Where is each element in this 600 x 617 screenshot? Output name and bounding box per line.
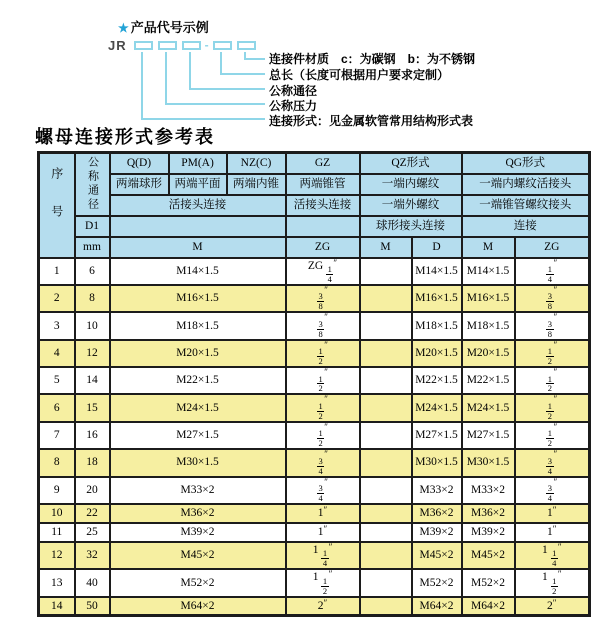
- inch-mark: ″: [553, 312, 558, 323]
- cell-qz-m: [360, 504, 412, 523]
- code-prefix: JR: [108, 38, 127, 53]
- header-qg-m: M: [462, 237, 515, 258]
- cell-qz-d: M24×1.5: [412, 394, 462, 421]
- inch-mark: ″: [324, 367, 328, 377]
- table-row: [39, 312, 590, 339]
- cell-qg-m: M24×1.5: [462, 394, 515, 421]
- header-gz-sub: 两端锥管: [286, 174, 360, 195]
- diagram-label-dn: 公称通径: [269, 84, 318, 98]
- cell-qz-m: [360, 312, 412, 339]
- table-row: [39, 449, 590, 476]
- cell-qz-d: M36×2: [412, 504, 462, 523]
- fraction: $\frac{1}{2}$: [318, 428, 323, 449]
- diagram-label-conn-form: 连接形式：见金属软管常用结构形式表: [269, 114, 474, 128]
- cell-gz-zg: [286, 340, 360, 367]
- fraction: $\frac{1}{2}$: [318, 346, 323, 367]
- cell-qz-m: [360, 542, 412, 569]
- inch-mark: ″: [557, 569, 562, 580]
- inch-mark: ″: [324, 476, 328, 487]
- fraction: $\frac{3}{4}$: [547, 483, 552, 503]
- inch-mark: ″: [553, 476, 558, 487]
- header-col-pm: PM(A): [169, 153, 227, 174]
- cell-gz-zg: 1 $\frac{1}{4}$ ″: [286, 542, 360, 569]
- header-mm: mm: [75, 237, 110, 258]
- cell-dn: 12: [75, 340, 110, 367]
- cell-qz-d: M14×1.5: [412, 258, 462, 285]
- nut-connection-table: [37, 151, 591, 617]
- cell-m: M45×2: [110, 542, 286, 569]
- table-header: [39, 153, 590, 258]
- cell-qg-zg: [515, 477, 590, 504]
- cell-m: M36×2: [110, 504, 286, 523]
- header-empty-left: [110, 216, 286, 237]
- fraction: $\frac{1}{2}$: [547, 346, 552, 367]
- cell-seq: 4: [39, 340, 75, 367]
- cell-qg-zg: [515, 449, 590, 476]
- cell-gz-zg: 1″: [286, 504, 360, 523]
- cell-qg-zg: 1″: [515, 523, 590, 542]
- header-qg-conn: 连接: [462, 216, 590, 237]
- inch-mark: ″: [553, 421, 558, 432]
- fraction: $\frac{1}{4}$: [552, 548, 557, 569]
- cell-qz-m: [360, 477, 412, 504]
- header-zg: ZG: [286, 237, 360, 258]
- fraction: $\frac{1}{2}$: [547, 400, 552, 421]
- code-box-5: [237, 41, 256, 50]
- fraction: $\frac{3}{8}$: [318, 318, 323, 339]
- cell-qg-zg: [515, 394, 590, 421]
- cell-qz-m: [360, 394, 412, 421]
- cell-seq: 13: [39, 569, 75, 596]
- cell-gz-zg: [286, 394, 360, 421]
- table-body: [39, 258, 590, 616]
- header-col-qz: QZ形式: [360, 153, 462, 174]
- inch-mark: ″: [333, 257, 338, 268]
- cell-dn: 20: [75, 477, 110, 504]
- inch-mark: ″: [553, 257, 558, 268]
- cell-qg-m: M36×2: [462, 504, 515, 523]
- cell-m: M24×1.5: [110, 394, 286, 421]
- table-row: [39, 569, 590, 596]
- cell-gz-zg: ZG $\frac{1}{4}$ ″: [286, 258, 360, 285]
- fraction: $\frac{1}{2}$: [547, 373, 552, 394]
- cell-m: M20×1.5: [110, 340, 286, 367]
- cell-qg-m: M52×2: [462, 569, 515, 596]
- cell-qg-m: M16×1.5: [462, 285, 515, 312]
- cell-seq: 10: [39, 504, 75, 523]
- product-code-row: [108, 39, 256, 52]
- header-qz-sub2: 一端外螺纹: [360, 195, 462, 216]
- cell-m: M64×2: [110, 597, 286, 616]
- inch-mark: ″: [553, 284, 558, 295]
- cell-qg-zg: 1 $\frac{1}{4}$ ″: [515, 542, 590, 569]
- cell-dn: 40: [75, 569, 110, 596]
- inch-mark: ″: [324, 312, 328, 323]
- cell-gz-zg: [286, 367, 360, 394]
- cell-qg-m: M33×2: [462, 477, 515, 504]
- cell-qg-m: M45×2: [462, 542, 515, 569]
- cell-gz-zg: 2″: [286, 597, 360, 616]
- cell-m: M30×1.5: [110, 449, 286, 476]
- cell-gz-zg: [286, 312, 360, 339]
- cell-qz-d: M18×1.5: [412, 312, 462, 339]
- header-col-gz: GZ: [286, 153, 360, 174]
- cell-m: M16×1.5: [110, 285, 286, 312]
- inch-mark: ″: [553, 394, 558, 405]
- header-d1: D1: [75, 216, 110, 237]
- header-pm-sub: 两端平面: [169, 174, 227, 195]
- cell-qg-zg: 1″: [515, 504, 590, 523]
- cell-seq: 6: [39, 394, 75, 421]
- fraction: $\frac{1}{4}$: [327, 264, 332, 284]
- table-row: [39, 477, 590, 504]
- header-col-qg: QG形式: [462, 153, 590, 174]
- cell-qz-m: [360, 258, 412, 285]
- cell-qz-d: M27×1.5: [412, 422, 462, 449]
- header-seq: 序号: [39, 153, 75, 258]
- cell-qg-zg: [515, 422, 590, 449]
- cell-seq: 11: [39, 523, 75, 542]
- diagram-title: [118, 17, 209, 36]
- cell-gz-zg: [286, 422, 360, 449]
- table-row: [39, 258, 590, 285]
- leader-line-5: [244, 52, 265, 60]
- header-qz-sub1: 一端内螺纹: [360, 174, 462, 195]
- header-qz-d: D: [412, 237, 462, 258]
- cell-dn: 6: [75, 258, 110, 285]
- table-row: [39, 523, 590, 542]
- cell-dn: 14: [75, 367, 110, 394]
- header-qz-conn: 球形接头连接: [360, 216, 462, 237]
- cell-qg-zg: [515, 367, 590, 394]
- code-box-3: [182, 41, 201, 50]
- cell-qg-m: M18×1.5: [462, 312, 515, 339]
- code-dash: -: [204, 38, 209, 52]
- inch-mark: ″: [324, 421, 328, 432]
- header-dn: 公称通径: [75, 153, 110, 216]
- cell-dn: 15: [75, 394, 110, 421]
- fraction: $\frac{1}{2}$: [318, 400, 323, 421]
- inch-mark: ″: [328, 541, 333, 552]
- inch-mark: ″: [552, 505, 557, 516]
- header-qg-sub1: 一端内螺纹活接头: [462, 174, 590, 195]
- cell-qg-zg: [515, 340, 590, 367]
- header-empty-gz: [286, 216, 360, 237]
- cell-qz-m: [360, 597, 412, 616]
- cell-seq: 1: [39, 258, 75, 285]
- inch-mark: ″: [328, 569, 333, 580]
- cell-qz-m: [360, 367, 412, 394]
- inch-mark: ″: [553, 367, 558, 377]
- inch-mark: ″: [553, 449, 558, 460]
- cell-qg-zg: [515, 285, 590, 312]
- cell-seq: 8: [39, 449, 75, 476]
- inch-mark: ″: [324, 449, 328, 460]
- header-qz-m: M: [360, 237, 412, 258]
- diagram-label-pressure: 公称压力: [269, 99, 318, 113]
- cell-qz-d: M20×1.5: [412, 340, 462, 367]
- cell-qg-zg: 1 $\frac{1}{2}$ ″: [515, 569, 590, 596]
- cell-qz-m: [360, 569, 412, 596]
- header-gz-conn: 活接头连接: [286, 195, 360, 216]
- cell-seq: 14: [39, 597, 75, 616]
- cell-m: M39×2: [110, 523, 286, 542]
- inch-mark: ″: [324, 394, 328, 405]
- cell-m: M14×1.5: [110, 258, 286, 285]
- header-col-q: Q(D): [110, 153, 169, 174]
- cell-qg-m: M14×1.5: [462, 258, 515, 285]
- cell-seq: 2: [39, 285, 75, 312]
- cell-dn: 25: [75, 523, 110, 542]
- cell-qz-d: M16×1.5: [412, 285, 462, 312]
- cell-qz-d: M30×1.5: [412, 449, 462, 476]
- cell-dn: 18: [75, 449, 110, 476]
- inch-mark: ″: [324, 339, 328, 350]
- fraction: $\frac{1}{4}$: [547, 264, 552, 284]
- cell-gz-zg: 1 $\frac{1}{2}$ ″: [286, 569, 360, 596]
- fraction: $\frac{3}{8}$: [318, 291, 323, 312]
- cell-qg-zg: [515, 258, 590, 285]
- cell-seq: 3: [39, 312, 75, 339]
- cell-qg-m: M22×1.5: [462, 367, 515, 394]
- fraction: $\frac{1}{2}$: [322, 575, 328, 596]
- table-row: [39, 422, 590, 449]
- cell-gz-zg: [286, 449, 360, 476]
- cell-qg-m: M30×1.5: [462, 449, 515, 476]
- header-col-nz: NZ(C): [227, 153, 286, 174]
- cell-dn: 22: [75, 504, 110, 523]
- cell-m: M27×1.5: [110, 422, 286, 449]
- inch-mark: ″: [552, 597, 557, 608]
- inch-mark: ″: [324, 284, 328, 295]
- cell-dn: 32: [75, 542, 110, 569]
- header-qg-sub2: 一端锥管螺纹接头: [462, 195, 590, 216]
- diagram-label-length: 总长（长度可根据用户要求定制）: [269, 68, 450, 82]
- diagram-label-material: 连接件材质 c：为碳钢 b：为不锈钢: [269, 52, 476, 66]
- inch-mark: ″: [323, 505, 328, 516]
- table-row: [39, 542, 590, 569]
- cell-qg-zg: 2″: [515, 597, 590, 616]
- cell-qz-d: M33×2: [412, 477, 462, 504]
- fraction: $\frac{1}{4}$: [322, 548, 328, 569]
- table-row: [39, 340, 590, 367]
- header-left-conn: 活接头连接: [110, 195, 286, 216]
- cell-qg-m: M20×1.5: [462, 340, 515, 367]
- cell-gz-zg: [286, 285, 360, 312]
- fraction: $\frac{1}{2}$: [552, 575, 557, 596]
- table-row: [39, 597, 590, 616]
- cell-qg-zg: [515, 312, 590, 339]
- fraction: $\frac{3}{4}$: [547, 455, 552, 476]
- fraction: $\frac{3}{8}$: [547, 318, 552, 339]
- cell-qz-d: M22×1.5: [412, 367, 462, 394]
- cell-qg-m: M39×2: [462, 523, 515, 542]
- table-row: [39, 394, 590, 421]
- inch-mark: ″: [323, 597, 328, 608]
- cell-qz-m: [360, 523, 412, 542]
- cell-dn: 10: [75, 312, 110, 339]
- cell-qz-d: M39×2: [412, 523, 462, 542]
- cell-seq: 12: [39, 542, 75, 569]
- cell-qg-m: M64×2: [462, 597, 515, 616]
- cell-qz-m: [360, 285, 412, 312]
- code-box-1: [134, 41, 153, 50]
- header-qg-zg: ZG: [515, 237, 590, 258]
- star-icon: ★: [118, 21, 129, 35]
- fraction: $\frac{3}{4}$: [318, 483, 323, 503]
- cell-gz-zg: [286, 477, 360, 504]
- table-title: 螺母连接形式参考表: [35, 127, 215, 147]
- cell-qz-m: [360, 422, 412, 449]
- code-box-4: [213, 41, 232, 50]
- header-m: M: [110, 237, 286, 258]
- cell-m: M52×2: [110, 569, 286, 596]
- fraction: $\frac{1}{2}$: [547, 428, 552, 449]
- code-box-2: [158, 41, 177, 50]
- cell-dn: 8: [75, 285, 110, 312]
- cell-m: M18×1.5: [110, 312, 286, 339]
- cell-seq: 5: [39, 367, 75, 394]
- header-q-sub: 两端球形: [110, 174, 169, 195]
- cell-qz-d: M64×2: [412, 597, 462, 616]
- inch-mark: ″: [323, 524, 328, 535]
- cell-dn: 16: [75, 422, 110, 449]
- cell-gz-zg: 1″: [286, 523, 360, 542]
- inch-mark: ″: [553, 339, 558, 350]
- cell-qz-m: [360, 449, 412, 476]
- table-row: [39, 367, 590, 394]
- table-row: [39, 504, 590, 523]
- cell-qg-m: M27×1.5: [462, 422, 515, 449]
- cell-m: M33×2: [110, 477, 286, 504]
- cell-seq: 7: [39, 422, 75, 449]
- table-row: [39, 285, 590, 312]
- cell-qz-d: M52×2: [412, 569, 462, 596]
- cell-seq: 9: [39, 477, 75, 504]
- cell-m: M22×1.5: [110, 367, 286, 394]
- inch-mark: ″: [552, 524, 557, 535]
- cell-dn: 50: [75, 597, 110, 616]
- inch-mark: ″: [557, 541, 562, 552]
- fraction: $\frac{1}{2}$: [318, 373, 323, 394]
- header-nz-sub: 两端内锥: [227, 174, 286, 195]
- fraction: $\frac{3}{8}$: [547, 291, 552, 312]
- cell-qz-d: M45×2: [412, 542, 462, 569]
- diagram-title-text: 产品代号示例: [130, 20, 209, 35]
- fraction: $\frac{3}{4}$: [318, 455, 323, 476]
- cell-qz-m: [360, 340, 412, 367]
